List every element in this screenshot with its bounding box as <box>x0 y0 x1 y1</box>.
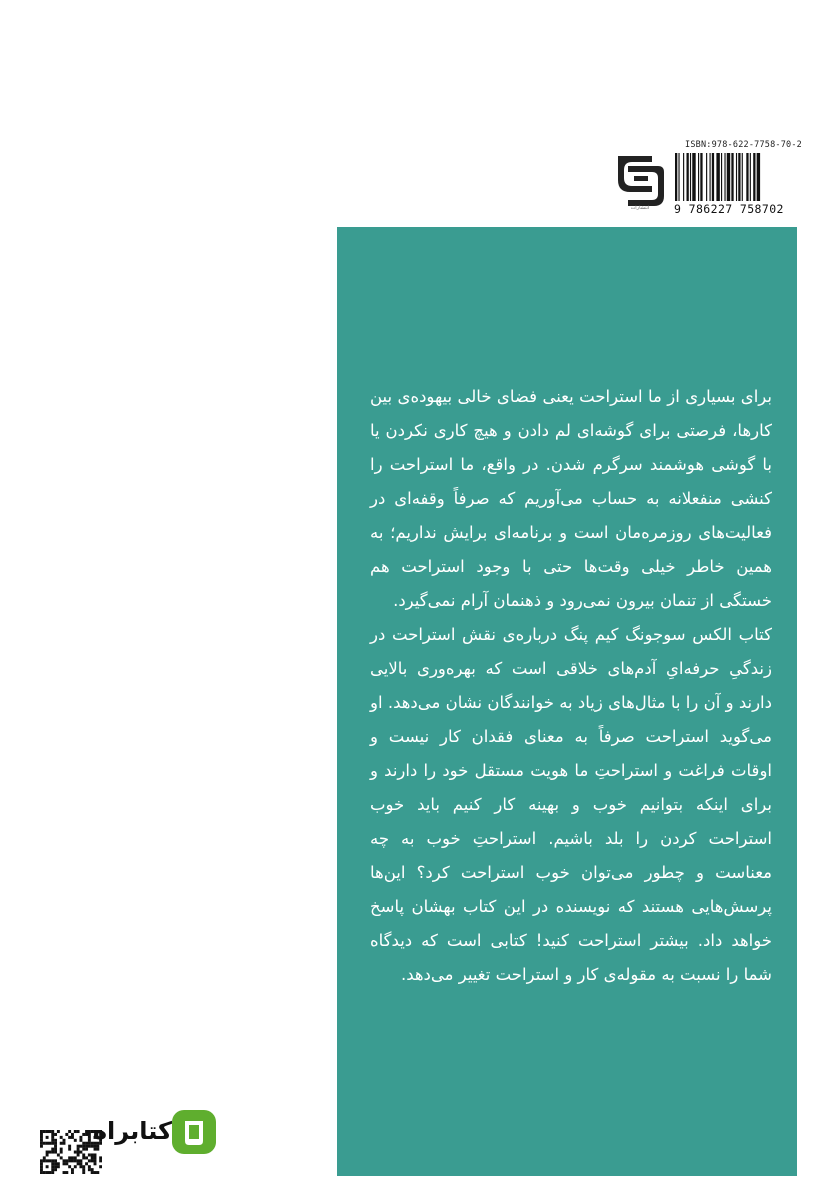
barcode-number: 9 786227 758702 <box>674 202 784 216</box>
isbn-label: ISBN:978-622-7758-70-2 <box>685 140 802 150</box>
ketabrah-logo <box>92 1110 218 1154</box>
book-blurb <box>370 380 772 992</box>
store-name: کتابراه <box>92 1117 172 1145</box>
ketabrah-logo-icon <box>172 1110 216 1154</box>
isbn-barcode <box>674 140 802 216</box>
blurb-paragraph-1: برای بسیاری از ما استراحت یعنی فضای خالی بیهوده‌ی بین کارها، فرصتی برای گوشه‌ای لم دادن و هیچ کاری نکردن یا با گوشی هوشمند سرگرم شدن. در واقع، ما استراحت را کنشی منفعلانه به حساب می‌آوریم که صرفاً وقفه‌ای در فعالیت‌های روزمره‌مان است و برنامه‌ای برایش نداریم؛ به همین خاطر خیلی وقت‌ها حتی با وجود استراحت هم خستگی از تنمان بیرون نمی‌رود و ذهنمان آرام نمی‌گیرد. <box>370 387 772 610</box>
publisher-name: انتشارات <box>630 205 650 211</box>
barcode-icon <box>674 153 800 201</box>
blurb-paragraph-2: کتاب الکس سوجونگ کیم پنگ درباره‌ی نقش استراحت در زندگیِ حرفه‌ایِ آدم‌های خلاقی است که بهره‌وری بالایی دارند و آن را با مثال‌های زیاد به خوانندگان نشان می‌دهد. او می‌گوید استراحت صرفاً به معنای فقدان کار نیست و اوقات فراغت و استراحتِ ما هویت مستقل خود را دارند و برای اینکه بتوانیم خوب و بهینه کار کنیم باید خوب استراحت کردن را بلد باشیم. استراحتِ خوب به چه معناست و چطور می‌توان خوب استراحت کرد؟ این‌ها پرسش‌هایی هستند که نویسنده در این کتاب بهشان پاسخ خواهد داد. بیشتر استراحت کنید! کتابی است که دیدگاه شما را نسبت به مقوله‌ی کار و استراحت تغییر می‌دهد. <box>370 625 772 984</box>
